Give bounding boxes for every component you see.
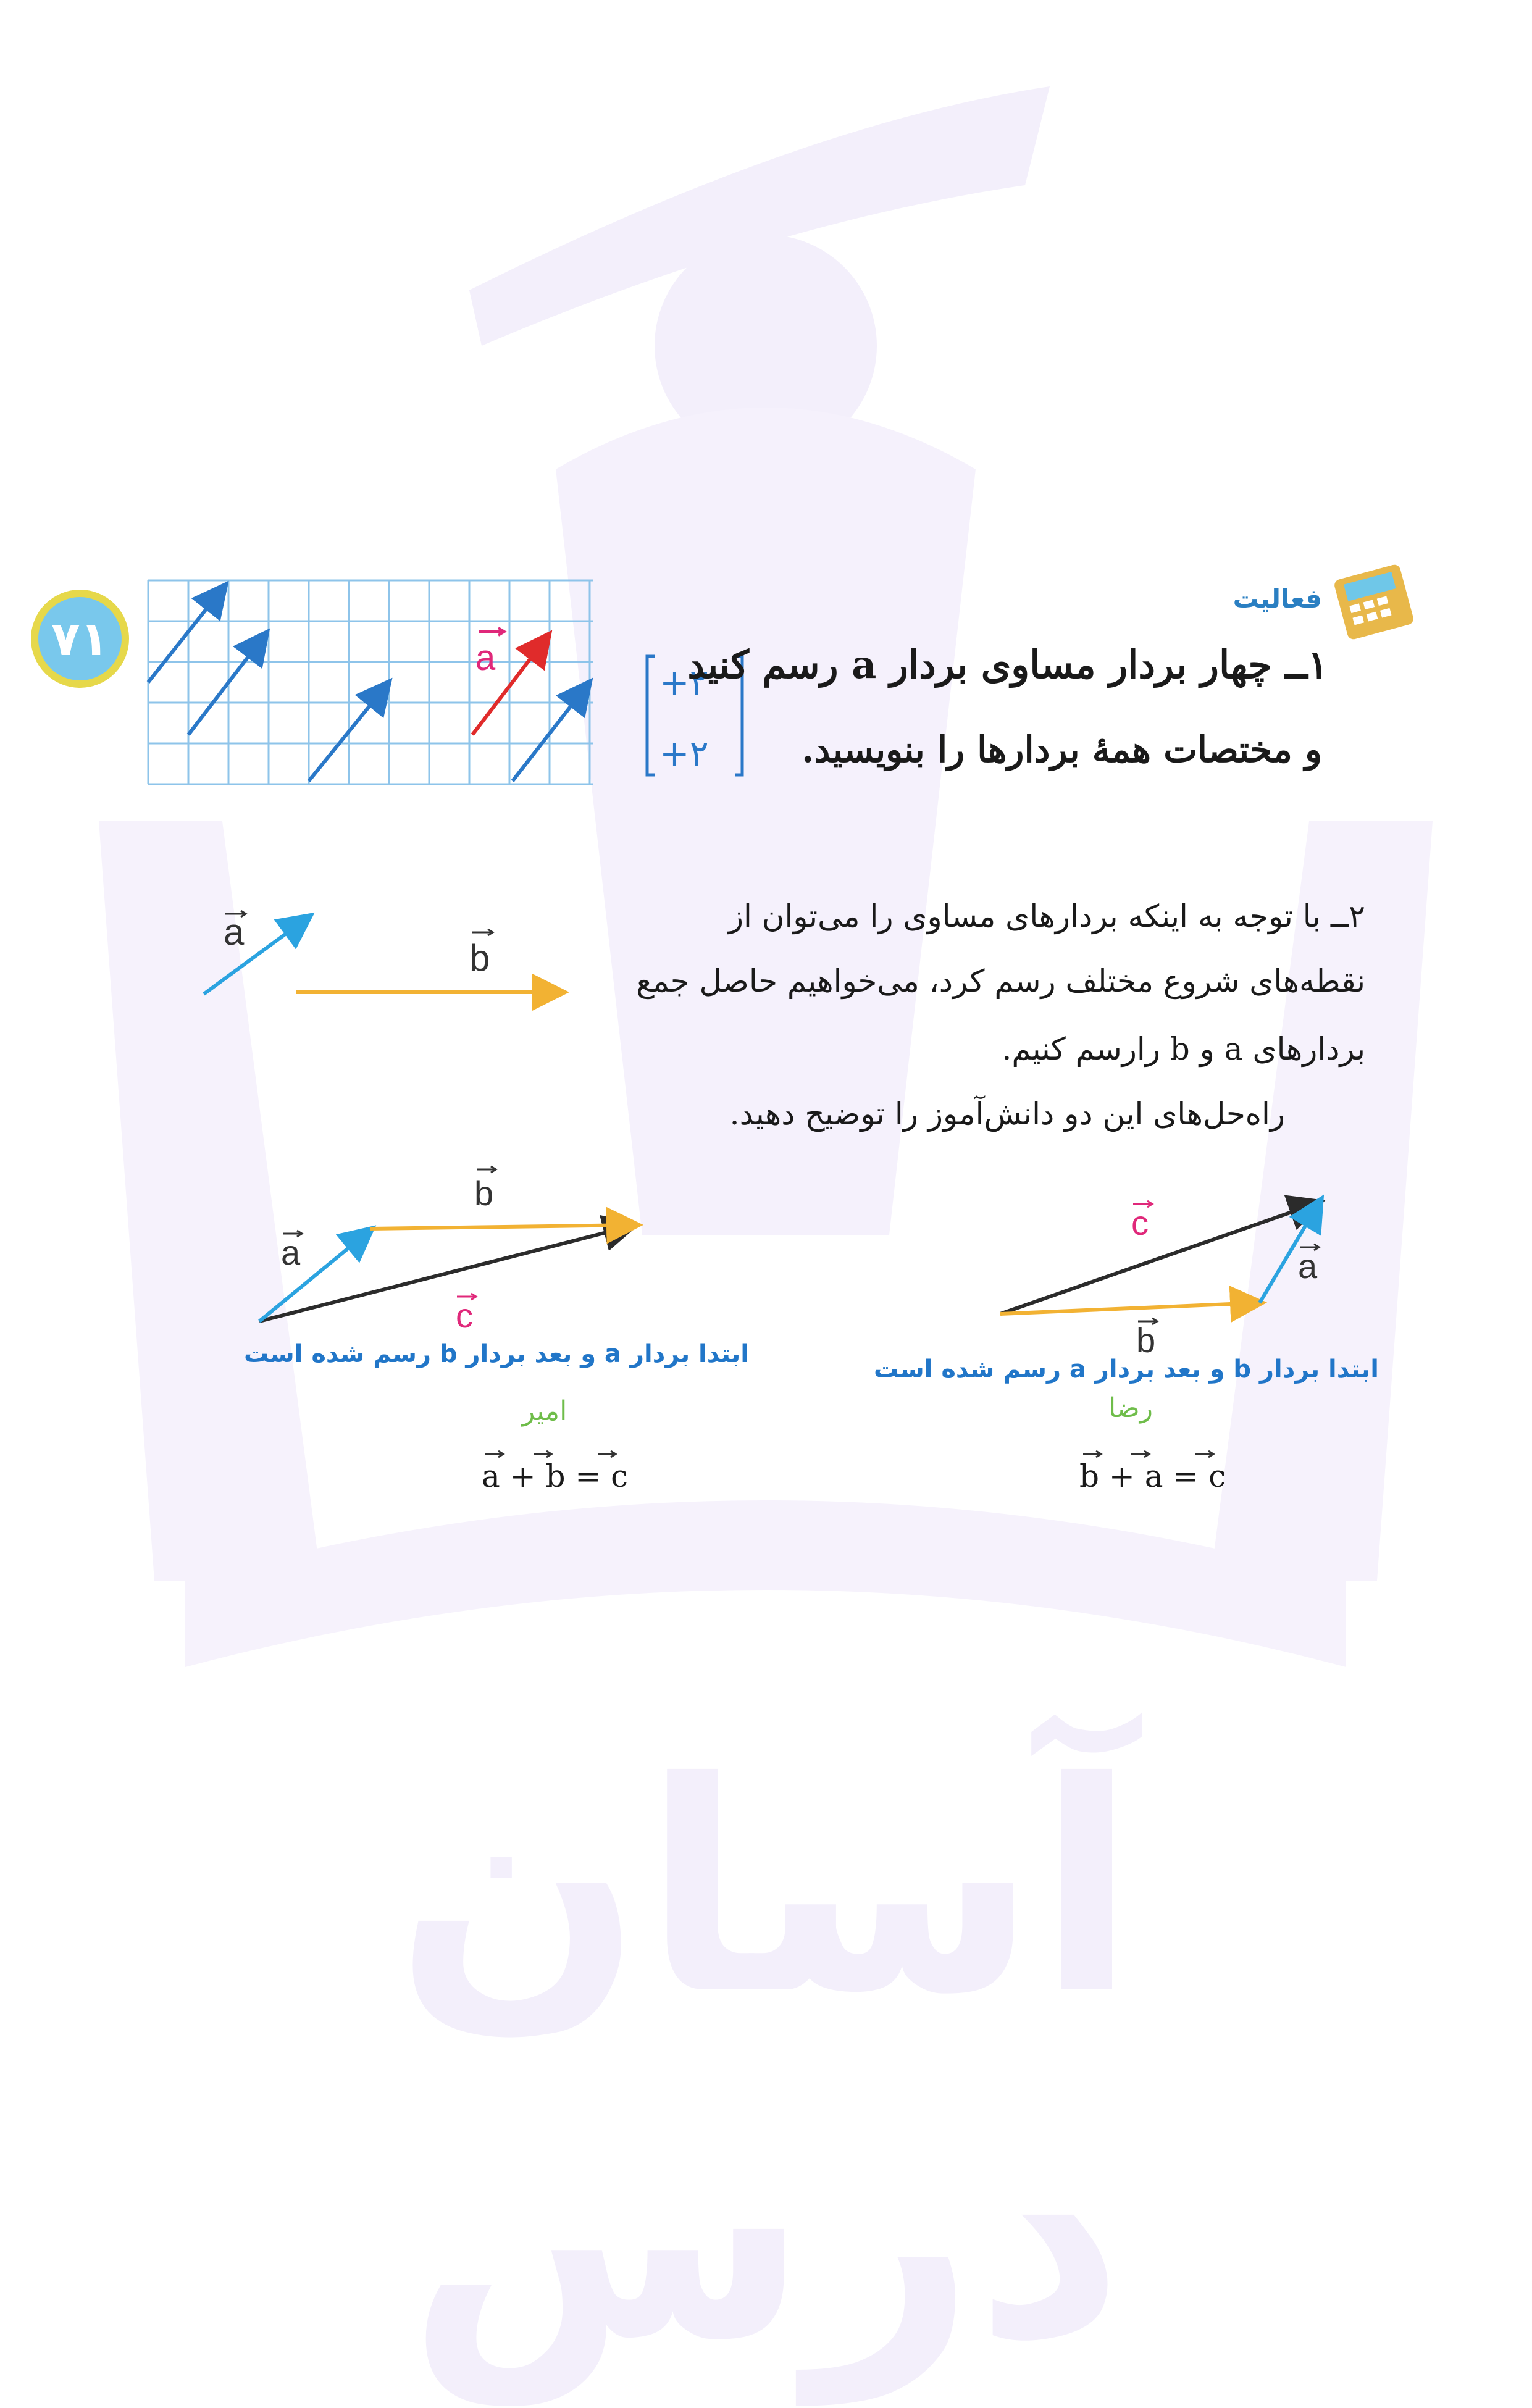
question-2-line-2: نقطه‌های شروع مختلف رسم کرد، می‌خواهیم حاصل جمع [636,963,1365,999]
amir-label-b: b [474,1174,494,1213]
reza-label-c: c [1131,1203,1149,1242]
amir-label-a: a [281,1233,301,1272]
amir-name: امیر [522,1395,567,1427]
reza-solution-figure [988,1173,1334,1365]
watermark-text: آسان درس [395,1720,1137,2404]
reza-equation: b + a = c [1079,1458,1226,1494]
column-vector-top: +۲ [659,661,709,703]
q2-vector-a [204,917,309,994]
question-2-line-3: بردارهای a و b رارسم کنیم. [1002,1031,1365,1067]
amir-label-c: c [456,1296,473,1335]
amir-vector-b [370,1225,636,1229]
grid-vector-2 [188,634,266,735]
reza-label-b: b [1136,1321,1156,1360]
question-2-line-1: ۲ــ با توجه به اینکه بردارهای مساوی را می‌توان از [728,898,1365,934]
amir-equation: a + b = c [482,1458,629,1494]
vector-grid-figure [145,577,596,787]
reza-label-a: a [1298,1247,1318,1286]
grid-vector-label: a [475,638,496,678]
q2-vector-b-label: b [469,937,490,979]
grid-lines [148,580,593,784]
question-1-line-1: ۱ــ چهار بردار مساوی بردار a رسم کنید [687,642,1328,687]
reza-vector-b [1000,1303,1260,1314]
activity-label: فعالیت [1233,583,1322,614]
column-vector-bottom: +۲ [659,732,709,774]
page-number-badge: ۷۱ [31,590,129,688]
reza-name: رضا [1108,1392,1153,1424]
question-2-line-4: راه‌حل‌های این دو دانش‌آموز را توضیح دهید. [729,1096,1285,1132]
amir-solution-figure [247,1161,655,1346]
reza-caption: ابتدا بردار b و بعد بردار a رسم شده است [874,1355,1379,1384]
q2-vector-a-label: a [224,911,245,953]
amir-caption: ابتدا بردار a و بعد بردار b رسم شده است [244,1340,749,1368]
question-1-line-2: و مختصات همهٔ بردارها را بنویسید. [802,729,1322,771]
reza-vector-c [1000,1203,1318,1314]
q2-vectors-figure [191,901,587,1013]
grid-vector-1 [148,587,224,682]
calculator-icon [1321,559,1426,658]
